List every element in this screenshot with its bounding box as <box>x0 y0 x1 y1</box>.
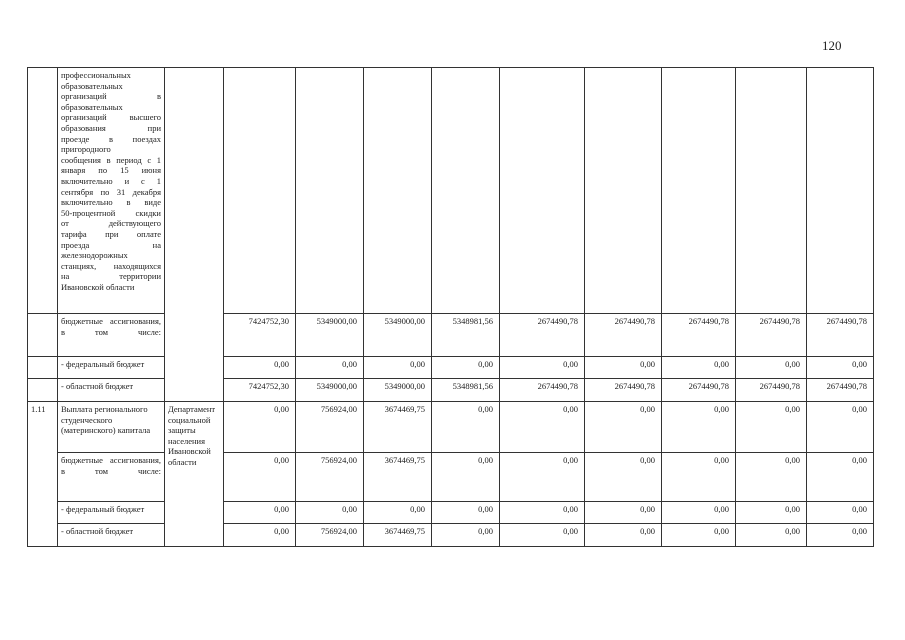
budget-table <box>27 67 874 547</box>
value-cell: 3674469,75 <box>364 402 432 453</box>
budget-label: бюджетные ассигнования, в том числе: <box>58 314 165 357</box>
value-cell: 0,00 <box>585 524 662 547</box>
executor-name: Департамент социальной защиты населения Ивановской области <box>165 402 224 547</box>
value-cell: 0,00 <box>736 357 807 379</box>
value-cell: 0,00 <box>500 453 585 502</box>
value-cell: 2674490,78 <box>736 379 807 402</box>
value-cell: 0,00 <box>736 453 807 502</box>
value-cell: 0,00 <box>500 357 585 379</box>
intro-line: образовательных <box>61 80 123 91</box>
intro-line: проезде в поездах <box>61 133 161 144</box>
intro-description <box>58 68 165 314</box>
value-cell: 5348981,56 <box>432 314 500 357</box>
value-cell: 0,00 <box>736 502 807 524</box>
intro-line: Ивановской области <box>61 281 135 292</box>
intro-line: пригородного <box>61 144 111 155</box>
value-cell: 0,00 <box>500 524 585 547</box>
value-cell: 0,00 <box>807 402 874 453</box>
value-cell: 0,00 <box>432 453 500 502</box>
intro-line: от действующего <box>61 218 161 229</box>
table-row-intro <box>28 68 874 314</box>
intro-line: организаций в <box>61 91 161 102</box>
cell-executor-a <box>165 68 224 402</box>
row-number: 1.11 <box>28 402 58 547</box>
table-row-federal <box>28 502 874 524</box>
value-cell: 0,00 <box>432 402 500 453</box>
value-cell: 0,00 <box>807 524 874 547</box>
value-cell: 0,00 <box>736 402 807 453</box>
intro-line: профессиональных <box>61 70 131 80</box>
value-cell: 0,00 <box>224 524 296 547</box>
value-cell: 0,00 <box>500 402 585 453</box>
value-cell: 2674490,78 <box>585 379 662 402</box>
value-cell: 2674490,78 <box>736 314 807 357</box>
value-cell: 0,00 <box>432 524 500 547</box>
value-cell: 0,00 <box>807 453 874 502</box>
intro-line: января по 15 июня <box>61 165 161 176</box>
cell-number <box>28 68 58 314</box>
intro-line: включительно и с 1 <box>61 175 161 186</box>
intro-line: включительно в виде <box>61 197 161 208</box>
value-cell: 0,00 <box>364 357 432 379</box>
table-row-regional <box>28 524 874 547</box>
value-cell: 0,00 <box>585 357 662 379</box>
value-cell: 5349000,00 <box>364 379 432 402</box>
federal-label: - федеральный бюджет <box>58 502 165 524</box>
table-row-1-11 <box>28 402 874 453</box>
table-row-budget <box>28 314 874 357</box>
intro-line: проезда на <box>61 239 161 250</box>
value-cell: 0,00 <box>662 402 736 453</box>
value-cell: 5349000,00 <box>296 379 364 402</box>
value-cell: 5349000,00 <box>296 314 364 357</box>
value-cell: 0,00 <box>662 357 736 379</box>
value-cell: 0,00 <box>585 502 662 524</box>
value-cell: 0,00 <box>662 524 736 547</box>
intro-line: станциях, находящихся <box>61 260 161 271</box>
value-cell: 0,00 <box>224 453 296 502</box>
value-cell: 0,00 <box>224 502 296 524</box>
value-cell: 2674490,78 <box>662 379 736 402</box>
intro-line: сентября по 31 декабря <box>61 186 161 197</box>
value-cell: 2674490,78 <box>807 379 874 402</box>
intro-line: железнодорожных <box>61 250 128 261</box>
table-row-regional <box>28 379 874 402</box>
value-cell: 2674490,78 <box>585 314 662 357</box>
budget-label: бюджетные ассигнования, в том числе: <box>58 453 165 502</box>
intro-line: образования при <box>61 122 161 133</box>
value-cell: 0,00 <box>224 357 296 379</box>
value-cell: 3674469,75 <box>364 524 432 547</box>
value-cell: 0,00 <box>736 524 807 547</box>
value-cell: 0,00 <box>224 402 296 453</box>
value-cell: 756924,00 <box>296 402 364 453</box>
value-cell: 0,00 <box>500 502 585 524</box>
value-cell: 7424752,30 <box>224 379 296 402</box>
value-cell: 7424752,30 <box>224 314 296 357</box>
value-cell: 756924,00 <box>296 524 364 547</box>
regional-label: - областной бюджет <box>58 524 165 547</box>
value-cell: 2674490,78 <box>500 379 585 402</box>
regional-label: - областной бюджет <box>58 379 165 402</box>
value-cell: 5348981,56 <box>432 379 500 402</box>
value-cell: 0,00 <box>662 502 736 524</box>
intro-line: тарифа при оплате <box>61 228 161 239</box>
value-cell: 3674469,75 <box>364 453 432 502</box>
table-row-federal <box>28 357 874 379</box>
value-cell: 0,00 <box>585 453 662 502</box>
intro-line: сообщения в период с 1 <box>61 154 161 165</box>
value-cell: 0,00 <box>585 402 662 453</box>
intro-line: образовательных <box>61 101 123 112</box>
value-cell: 0,00 <box>364 502 432 524</box>
value-cell: 2674490,78 <box>662 314 736 357</box>
value-cell: 0,00 <box>807 357 874 379</box>
value-cell: 0,00 <box>296 502 364 524</box>
intro-line: 50-процентной скидки <box>61 207 161 218</box>
value-cell: 0,00 <box>432 502 500 524</box>
value-cell: 756924,00 <box>296 453 364 502</box>
value-cell: 0,00 <box>296 357 364 379</box>
table-row-budget <box>28 453 874 502</box>
value-cell: 0,00 <box>432 357 500 379</box>
page-number: 120 <box>822 38 842 53</box>
intro-line: организаций высшего <box>61 112 161 123</box>
value-cell: 2674490,78 <box>500 314 585 357</box>
value-cell: 0,00 <box>807 502 874 524</box>
intro-line: на территории <box>61 271 161 282</box>
value-cell: 2674490,78 <box>807 314 874 357</box>
value-cell: 0,00 <box>662 453 736 502</box>
measure-name: Выплата регионального студенческого (материнского) капитала <box>58 402 165 453</box>
federal-label: - федеральный бюджет <box>58 357 165 379</box>
value-cell: 5349000,00 <box>364 314 432 357</box>
